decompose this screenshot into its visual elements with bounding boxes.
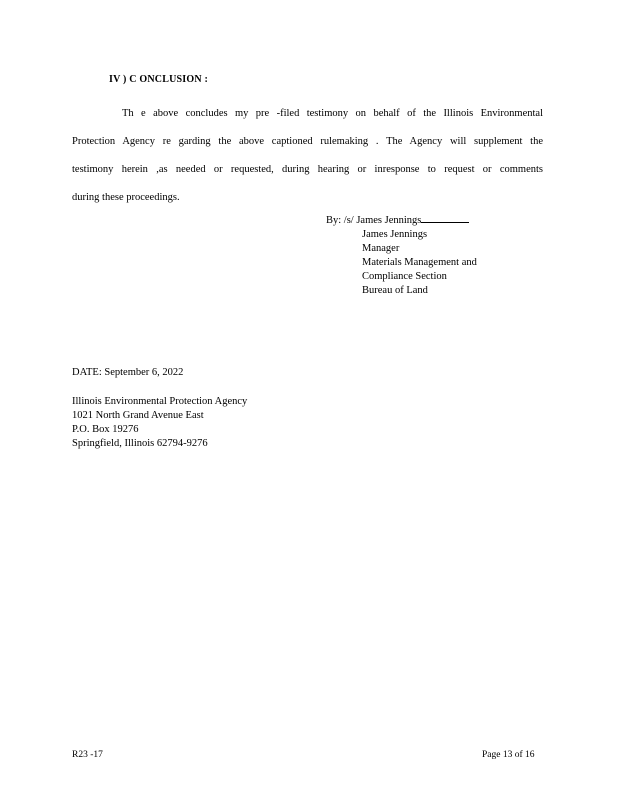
address-line: 1021 North Grand Avenue East — [72, 410, 204, 421]
paragraph-line: Protection Agency re garding the above captioned rulemaking . The Agency will supplement the — [72, 136, 543, 147]
address-line: Illinois Environmental Protection Agency — [72, 396, 248, 407]
signature-block — [326, 212, 477, 298]
paragraph-line: during these proceedings. — [72, 192, 180, 203]
section-heading: IV ) C ONCLUSION : — [109, 74, 208, 85]
footer-doc-code: R23 -17 — [72, 750, 103, 760]
signer-name: James Jennings — [362, 229, 428, 240]
paragraph-line: Th e above concludes my pre -filed testimony on behalf of the Illinois Environmental — [122, 108, 543, 119]
conclusion-paragraph — [72, 100, 543, 212]
address-line: Springfield, Illinois 62794-9276 — [72, 438, 208, 449]
signature-by-line — [326, 212, 477, 228]
date-line: DATE: September 6, 2022 — [72, 367, 184, 378]
signer-section-line1: Materials Management and — [362, 257, 477, 268]
signature-underline — [421, 212, 469, 223]
footer-page-number: Page 13 of 16 — [482, 750, 535, 760]
address-line: P.O. Box 19276 — [72, 424, 139, 435]
signature-by-text: By: /s/ James Jennings — [326, 215, 422, 226]
agency-address — [72, 395, 247, 451]
signer-title: Manager — [362, 243, 400, 254]
signer-section-line2: Compliance Section — [362, 271, 447, 282]
signer-bureau: Bureau of Land — [362, 285, 428, 296]
paragraph-line: testimony herein ,as needed or requested, during hearing or inresponse to request or comments — [72, 164, 543, 175]
